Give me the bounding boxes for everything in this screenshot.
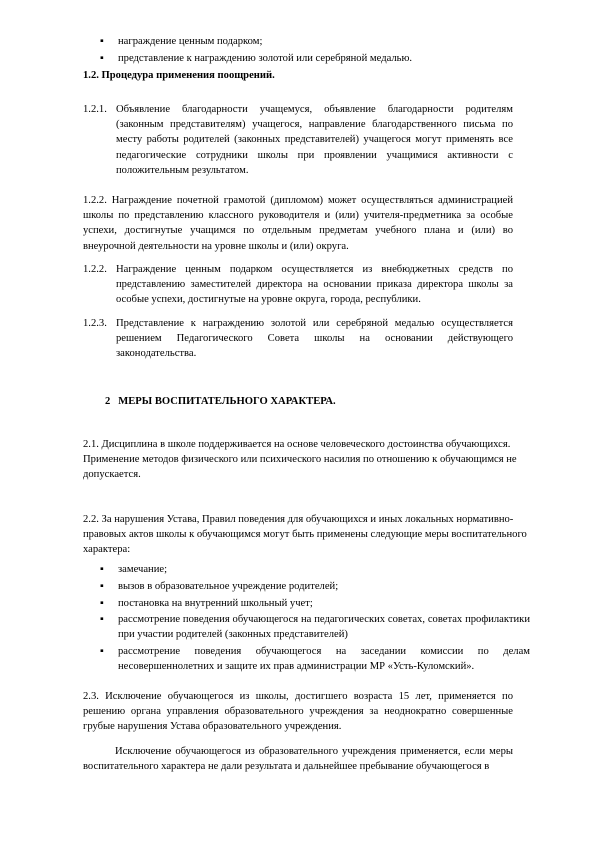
bullet-item — [100, 34, 470, 49]
bullet-item — [100, 612, 530, 642]
bullet-text: вызов в образовательное учреждение родителей; — [118, 581, 339, 592]
bullet-item — [100, 579, 530, 594]
bullet-marker: ▪ — [100, 53, 104, 64]
numbered-paragraph — [83, 316, 513, 362]
paragraph: Исключение обучающегося из образовательного учреждения применяется, если меры воспитательного характера не дали результата и дальнейшее пребывание обучающегося в — [83, 746, 513, 773]
paragraph: 2.3. Исключение обучающегося из школы, достигшего возраста 15 лет, применяется по решению органа управления образовательного учреждения за неоднократно совершенные грубые нарушения Устава образовательного учреждения. — [83, 691, 513, 733]
paragraph-text: Награждение ценным подарком осуществляется из внебюджетных средств по представлению заместителей директора на основании приказа директора школы за особые успехи, достигнутые на уровне округа, города, республики. — [116, 264, 513, 306]
bullet-text: рассмотрение поведения обучающегося на заседании комиссии по делам несовершеннолетних и защите их прав администрации МР «Усть-Куломский». — [118, 646, 530, 673]
numbered-paragraph — [83, 262, 513, 308]
numbered-paragraph — [83, 102, 513, 178]
paragraph-number: 1.2.1. — [83, 104, 107, 115]
bullet-text: замечание; — [118, 564, 168, 575]
bullet-text: постановка на внутренний школьный учет; — [118, 598, 313, 609]
bullet-text: представление к награждению золотой или серебряной медалью. — [118, 53, 413, 64]
bullet-marker: ▪ — [100, 581, 104, 592]
bullet-item — [100, 596, 530, 611]
paragraph-text: Представление к награждению золотой или серебряной медалью осуществляется решением Педагогического Совета школы на основании действующего законодательства. — [116, 318, 513, 360]
section-heading: 1.2. Процедура применения поощрений. — [83, 70, 275, 81]
bullet-item — [100, 562, 530, 577]
bullet-item — [100, 644, 530, 674]
bullet-marker: ▪ — [100, 564, 104, 575]
bullet-text: награждение ценным подарком; — [118, 36, 263, 47]
paragraph-text: Объявление благодарности учащемуся, объявление благодарности родителям (законным представителям) учащегося, направление благодарственного письма по месту работы родителей (законных представителей) учащегося могут применять все педагогические сотрудники школы при проявлении учащимися активности с положительным результатом. — [116, 104, 513, 176]
paragraph: 2.2. За нарушения Устава, Правил поведения для обучающихся и иных локальных нормативно-правовых актов школы к обучающимся могут быть применены следующие меры воспитательного характера: — [83, 514, 527, 556]
bullet-text: рассмотрение поведения обучающегося на педагогических советах, советах профилактики при участии родителей (законных представителей) — [118, 614, 530, 641]
bullet-marker: ▪ — [100, 598, 104, 609]
bullet-marker: ▪ — [100, 614, 104, 625]
paragraph-number: 1.2.2. — [83, 264, 107, 275]
paragraph-number: 1.2.3. — [83, 318, 107, 329]
section-title: 2 МЕРЫ ВОСПИТАТЕЛЬНОГО ХАРАКТЕРА. — [105, 396, 336, 407]
bullet-marker: ▪ — [100, 36, 104, 47]
paragraph: 1.2.2. Награждение почетной грамотой (дипломом) может осуществляться администрацией школы по представлению классного руководителя и (или) учителя-предметника за особые успехи, достигнутые учащимся по отдельным предметам учебного плана и (или) во внеурочной деятельности на уровне школы и (или) округа. — [83, 195, 513, 252]
bullet-item — [100, 51, 470, 66]
bullet-marker: ▪ — [100, 646, 104, 657]
paragraph: 2.1. Дисциплина в школе поддерживается на основе человеческого достоинства обучающихся. Применение методов физического или психического насилия по отношению к обучающимся не допускается. — [83, 439, 517, 481]
